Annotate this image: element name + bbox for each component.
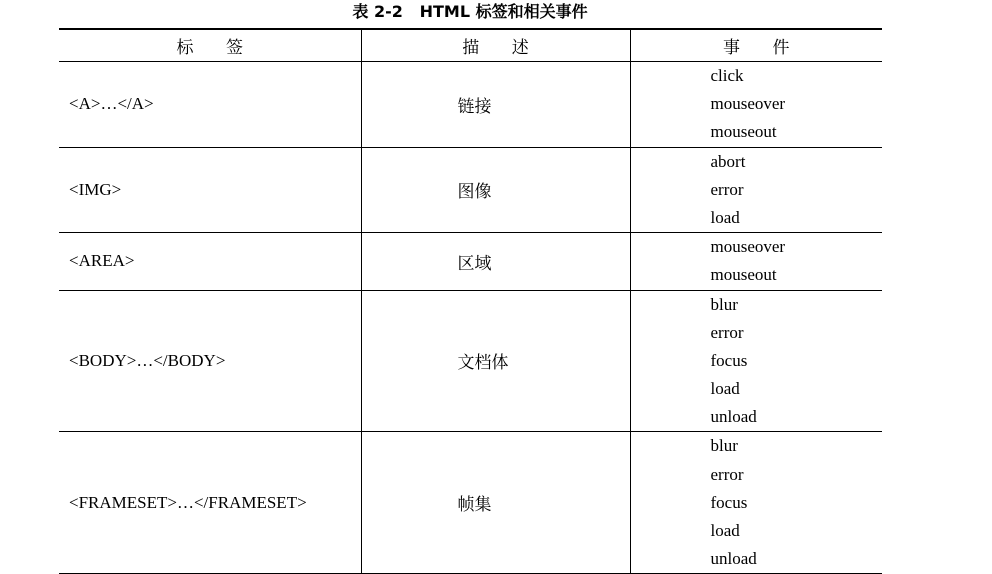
description-cell: 图像 [361,147,630,233]
event-name: focus [710,350,748,370]
event-name: load [710,379,740,399]
event-name: mouseout [710,265,777,285]
html-events-table [59,28,882,574]
event-name: mouseover [710,94,786,114]
event-name: focus [710,492,748,512]
events-cell [630,233,882,290]
tag-cell: <AREA> [59,233,361,290]
table-row [59,290,882,432]
table-row [59,147,882,233]
event-name: blur [710,436,738,456]
event-name: abort [710,151,746,171]
event-name: error [710,179,744,199]
event-name: unload [710,407,757,427]
event-name: error [710,464,744,484]
header-description: 描 述 [361,29,630,62]
header-events: 事 件 [630,29,882,62]
event-name: unload [710,549,757,569]
header-tag: 标 签 [59,29,361,62]
description-cell: 链接 [361,62,630,148]
description-cell: 区域 [361,233,630,290]
event-name: error [710,322,744,342]
event-name: load [710,521,740,540]
event-name: blur [710,294,738,314]
events-cell [630,62,882,148]
event-name: mouseover [710,237,786,257]
tag-cell: <IMG> [59,147,361,233]
table-row [59,233,882,290]
table-header-row [59,29,882,62]
event-name: mouseout [710,122,777,142]
event-name: click [710,66,744,85]
description-cell: 帧集 [361,432,630,574]
tag-cell: <FRAMESET>…</FRAMESET> [59,432,361,574]
table-row [59,432,882,574]
event-name: load [710,207,740,227]
tag-cell: <BODY>…</BODY> [59,290,361,432]
table-row [59,62,882,148]
description-cell: 文档体 [361,290,630,432]
events-cell [630,432,882,574]
events-cell [630,147,882,233]
events-cell [630,290,882,432]
table-caption: 表 2-2 HTML 标签和相关事件 [352,2,588,21]
tag-cell: <A>…</A> [59,62,361,148]
